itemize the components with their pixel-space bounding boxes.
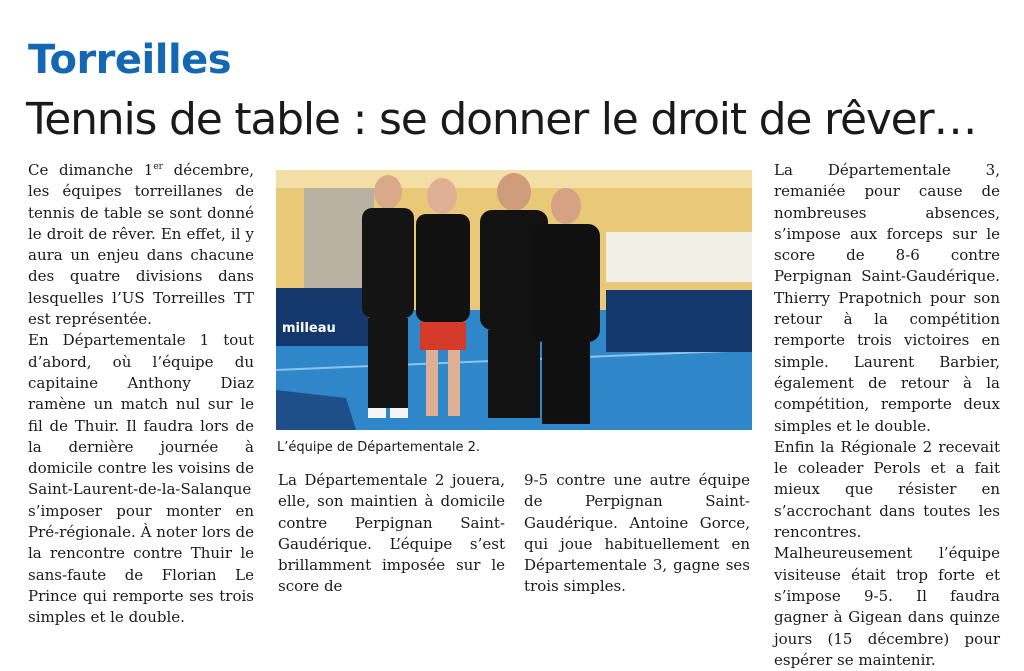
superscript: er [153, 162, 163, 172]
article-headline: Tennis de table : se donner le droit de rêver… [26, 94, 977, 145]
paragraph: En Départementale 1 tout d’abord, où l’équipe du capitaine Anthony Diaz ramène un match nul sur le fil de Thuir. Il faudra lors de la dernière journée à domicile contre les voisins de Saint-Laurent-de-la-Salanque s’imposer pour monter en Pré-régionale. À noter lors de la rencontre contre Thuir le sans-faute de Florian Le Prince qui remporte ses trois simples et le double. [28, 331, 254, 627]
column-4 [774, 160, 1000, 671]
barrier-right [606, 290, 752, 352]
window [606, 232, 752, 282]
text-run: Ce dimanche 1 [28, 161, 154, 179]
paragraph: 9-5 contre une autre équipe de Perpignan Saint-Gaudérique. Antoine Gorce, qui joue habituellement en Départementale 3, gagne ses trois simples. [524, 471, 750, 596]
photo-caption: L’équipe de Départementale 2. [277, 440, 481, 455]
team-photo-illustration [276, 170, 752, 430]
paragraph: Enfin la Régionale 2 recevait le coleader Perols et a fait mieux que résister en s’accrochant dans toutes les rencontres. Malheureusement l’équipe visiteuse était trop forte et s’impose 9-5. Il faudra gagner à Gigean dans quinze jours (15 décembre) pour espérer se maintenir. [774, 437, 1000, 669]
section-kicker: Torreilles [28, 37, 232, 83]
banner-text: milleau [282, 321, 336, 336]
text-run: décembre, les équipes torreillanes de tennis de table se sont donné le droit de rêver. En effet, il y aura un enjeu dans chacune des quatre divisions dans lesquelles l’US Torreilles TT est représentée. [28, 161, 254, 329]
paragraph: La Départementale 2 jouera, elle, son maintien à domicile contre Perpignan Saint-Gaudérique. L’équipe s’est brillamment imposée sur le score de [278, 471, 505, 596]
column-1 [28, 160, 254, 629]
column-3 [524, 470, 750, 598]
red-shorts [420, 322, 466, 350]
barrier-left [276, 288, 368, 346]
paragraph [28, 160, 254, 330]
player-1 [362, 175, 414, 418]
paragraph: La Départementale 3, remaniée pour cause de nombreuses absences, s’impose aux forceps sur le score de 8-6 contre Perpignan Saint-Gaudérique. Thierry Prapotnich pour son retour à la compétition remporte trois victoires en simple. Laurent Barbier, également de retour à la compétition, remporte deux simples et le double. [774, 161, 1000, 435]
team-photo [276, 170, 752, 430]
column-2 [278, 470, 505, 598]
